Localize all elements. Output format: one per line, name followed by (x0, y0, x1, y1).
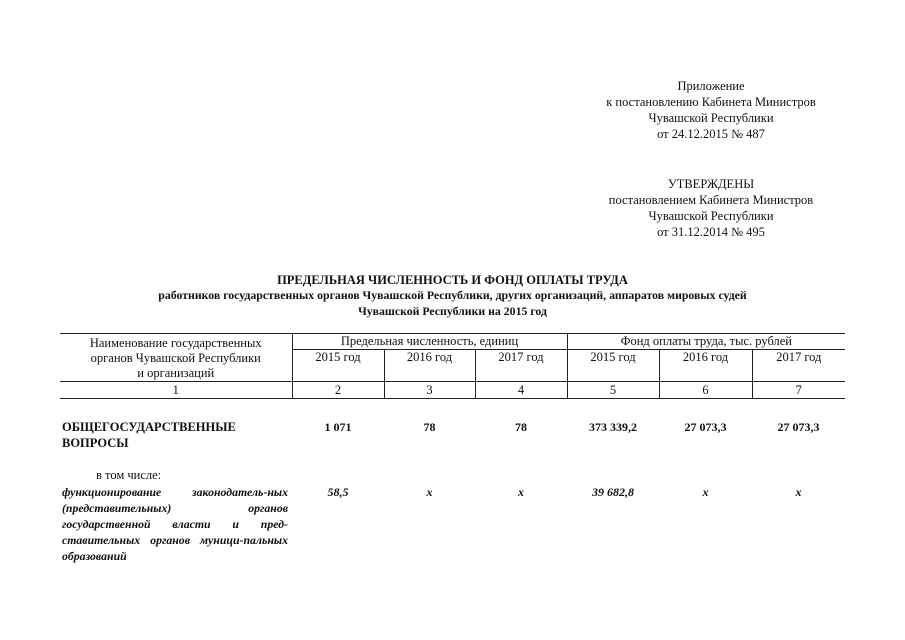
row-value: 1 071 (324, 420, 352, 434)
header-year: 2017 год (475, 350, 567, 382)
row-value: х (426, 485, 433, 499)
column-number: 7 (752, 382, 845, 399)
column-number: 5 (567, 382, 659, 399)
header-year: 2016 год (384, 350, 475, 382)
row-value: 27 073,3 (777, 420, 820, 434)
appendix-republic: Чувашской Республики (648, 111, 774, 125)
row-name: функционирование законодатель-ных (представительных) органов государственной власти и пред-ставительных органов муници-пальных образований (62, 485, 288, 563)
header-name: Наименование государственных органов Чувашской Республики и организаций (60, 334, 292, 382)
row-value: 78 (423, 420, 436, 434)
row-value: 39 682,8 (592, 485, 634, 499)
row-value: 58,5 (327, 485, 349, 499)
row-value: 373 339,2 (589, 420, 637, 434)
header-staff: Предельная численность, единиц (292, 334, 567, 350)
appendix-label: Приложение (677, 79, 745, 93)
row-value: х (518, 485, 524, 499)
approved-block (586, 176, 836, 240)
row-value: х (702, 485, 709, 499)
title-sub-1: работников государственных органов Чувашской Республики, других организаций, аппаратов мировых судей (158, 288, 747, 302)
row-name: ОБЩЕГОСУДАРСТВЕННЫЕ ВОПРОСЫ (62, 420, 236, 450)
column-number: 2 (292, 382, 384, 399)
column-number: 1 (60, 382, 292, 399)
row-value: 78 (515, 420, 527, 434)
approved-decree: постановлением Кабинета Министров (608, 193, 814, 207)
header-year: 2017 год (752, 350, 845, 382)
title-main: ПРЕДЕЛЬНАЯ ЧИСЛЕННОСТЬ И ФОНД ОПЛАТЫ ТРУДА (277, 273, 628, 287)
column-number: 4 (475, 382, 567, 399)
table-header (60, 333, 845, 399)
header-year: 2015 год (292, 350, 384, 382)
appendix-date: от 24.12.2015 № 487 (657, 127, 765, 141)
row-value: х (795, 485, 802, 499)
header-year: 2015 год (567, 350, 659, 382)
row-value: 27 073,3 (684, 420, 727, 434)
document-title (60, 272, 845, 319)
approved-date: от 31.12.2014 № 495 (657, 225, 765, 239)
column-number: 6 (659, 382, 752, 399)
header-fund: Фонд оплаты труда, тыс. рублей (567, 334, 845, 350)
appendix-decree: к постановлению Кабинета Министров (606, 95, 816, 109)
approved-label: УТВЕРЖДЕНЫ (667, 177, 755, 191)
column-number: 3 (384, 382, 475, 399)
row-prefix: в том числе: (96, 468, 162, 482)
appendix-block (596, 78, 826, 142)
header-year: 2016 год (659, 350, 752, 382)
approved-republic: Чувашской Республики (648, 209, 774, 223)
title-sub-2: Чувашской Республики на 2015 год (358, 303, 547, 318)
